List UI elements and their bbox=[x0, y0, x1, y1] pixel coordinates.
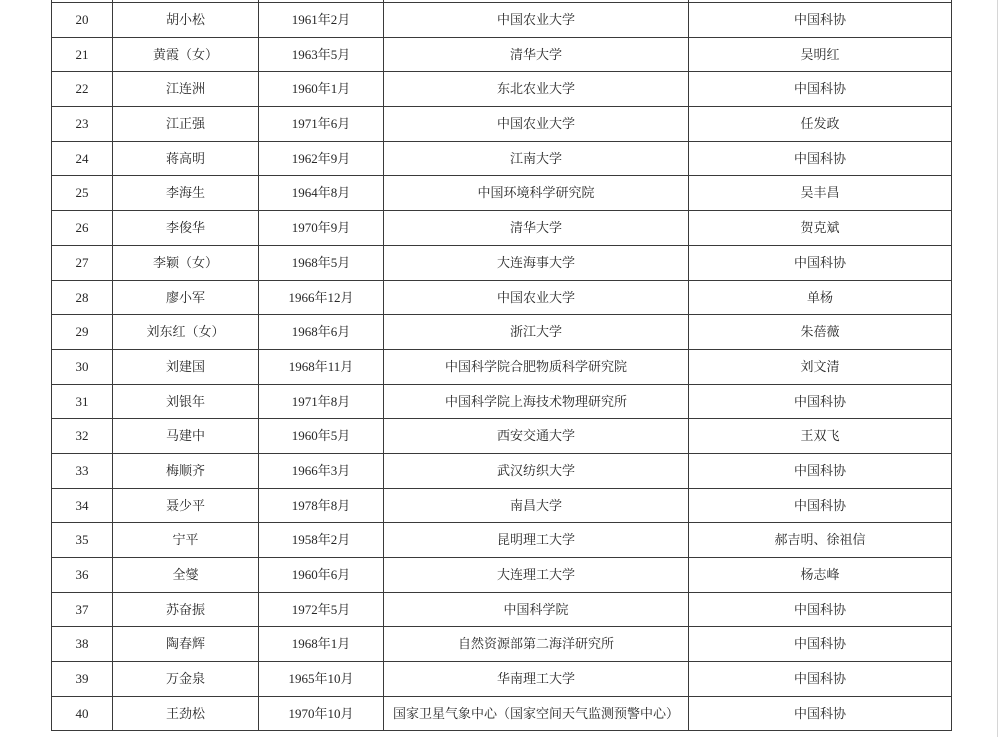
cell-birth-date: 1960年6月 bbox=[259, 558, 384, 593]
cell-recommender: 杨志峰 bbox=[689, 558, 952, 593]
cell-birth-date: 1960年1月 bbox=[259, 72, 384, 107]
cell-institution: 中国农业大学 bbox=[384, 280, 689, 315]
cell-recommender: 王双飞 bbox=[689, 419, 952, 454]
cell-name: 宁平 bbox=[113, 523, 259, 558]
cell-birth-date: 1964年8月 bbox=[259, 176, 384, 211]
cell-recommender: 吴明红 bbox=[689, 37, 952, 72]
cell-institution: 东北农业大学 bbox=[384, 72, 689, 107]
cell-recommender: 中国科协 bbox=[689, 72, 952, 107]
cell-name: 胡小松 bbox=[113, 3, 259, 38]
cell-recommender: 中国科协 bbox=[689, 245, 952, 280]
cell-name: 李颖（女） bbox=[113, 245, 259, 280]
cell-name: 苏奋振 bbox=[113, 592, 259, 627]
cell-recommender: 中国科协 bbox=[689, 592, 952, 627]
cell-name: 全燮 bbox=[113, 558, 259, 593]
cell-number: 38 bbox=[52, 627, 113, 662]
table-row bbox=[52, 419, 952, 454]
cell-number: 36 bbox=[52, 558, 113, 593]
cell-institution: 中国科学院上海技术物理研究所 bbox=[384, 384, 689, 419]
table-row bbox=[52, 627, 952, 662]
cell-birth-date: 1968年1月 bbox=[259, 627, 384, 662]
cell-institution: 南昌大学 bbox=[384, 488, 689, 523]
table-row bbox=[52, 141, 952, 176]
cell-birth-date: 1970年9月 bbox=[259, 211, 384, 246]
cell-birth-date: 1963年5月 bbox=[259, 37, 384, 72]
cell-recommender: 中国科协 bbox=[689, 453, 952, 488]
table-row bbox=[52, 384, 952, 419]
cell-recommender: 朱蓓薇 bbox=[689, 315, 952, 350]
cell-name: 刘银年 bbox=[113, 384, 259, 419]
cell-name: 陶春辉 bbox=[113, 627, 259, 662]
cell-recommender: 吴丰昌 bbox=[689, 176, 952, 211]
cell-name: 江连洲 bbox=[113, 72, 259, 107]
cell-birth-date: 1966年3月 bbox=[259, 453, 384, 488]
table-row bbox=[52, 211, 952, 246]
table-row bbox=[52, 488, 952, 523]
cell-recommender: 中国科协 bbox=[689, 662, 952, 697]
candidates-table bbox=[51, 0, 952, 731]
cell-number: 37 bbox=[52, 592, 113, 627]
cell-institution: 自然资源部第二海洋研究所 bbox=[384, 627, 689, 662]
cell-number: 34 bbox=[52, 488, 113, 523]
cell-recommender: 中国科协 bbox=[689, 488, 952, 523]
cell-institution: 清华大学 bbox=[384, 211, 689, 246]
page-edge-divider bbox=[997, 0, 998, 737]
cell-name: 黄霞（女） bbox=[113, 37, 259, 72]
table-row bbox=[52, 453, 952, 488]
cell-recommender: 中国科协 bbox=[689, 384, 952, 419]
cell-number: 26 bbox=[52, 211, 113, 246]
cell-birth-date: 1971年8月 bbox=[259, 384, 384, 419]
cell-name: 李海生 bbox=[113, 176, 259, 211]
table-row bbox=[52, 176, 952, 211]
cell-number: 25 bbox=[52, 176, 113, 211]
cell-name: 聂少平 bbox=[113, 488, 259, 523]
cell-number: 35 bbox=[52, 523, 113, 558]
cell-number: 22 bbox=[52, 72, 113, 107]
cell-recommender: 郝吉明、徐祖信 bbox=[689, 523, 952, 558]
cell-name: 刘东红（女） bbox=[113, 315, 259, 350]
cell-institution: 大连理工大学 bbox=[384, 558, 689, 593]
table-row bbox=[52, 349, 952, 384]
cell-number: 30 bbox=[52, 349, 113, 384]
table-row bbox=[52, 280, 952, 315]
cell-recommender: 单杨 bbox=[689, 280, 952, 315]
table-row bbox=[52, 696, 952, 731]
cell-birth-date: 1960年5月 bbox=[259, 419, 384, 454]
cell-recommender: 中国科协 bbox=[689, 627, 952, 662]
cell-number: 33 bbox=[52, 453, 113, 488]
cell-number: 39 bbox=[52, 662, 113, 697]
cell-birth-date: 1962年9月 bbox=[259, 141, 384, 176]
cell-institution: 中国科学院 bbox=[384, 592, 689, 627]
cell-institution: 中国环境科学研究院 bbox=[384, 176, 689, 211]
cell-recommender: 贺克斌 bbox=[689, 211, 952, 246]
table-row bbox=[52, 558, 952, 593]
table-row bbox=[52, 245, 952, 280]
cell-birth-date: 1961年2月 bbox=[259, 3, 384, 38]
cell-name: 蒋高明 bbox=[113, 141, 259, 176]
table-row bbox=[52, 72, 952, 107]
cell-name: 刘建国 bbox=[113, 349, 259, 384]
cell-birth-date: 1966年12月 bbox=[259, 280, 384, 315]
cell-institution: 清华大学 bbox=[384, 37, 689, 72]
cell-institution: 中国农业大学 bbox=[384, 3, 689, 38]
cell-number: 32 bbox=[52, 419, 113, 454]
table-row bbox=[52, 107, 952, 142]
table-row bbox=[52, 3, 952, 38]
cell-number: 31 bbox=[52, 384, 113, 419]
cell-institution: 浙江大学 bbox=[384, 315, 689, 350]
cell-recommender: 中国科协 bbox=[689, 141, 952, 176]
cell-name: 廖小军 bbox=[113, 280, 259, 315]
cell-birth-date: 1968年5月 bbox=[259, 245, 384, 280]
cell-recommender: 中国科协 bbox=[689, 3, 952, 38]
cell-institution: 昆明理工大学 bbox=[384, 523, 689, 558]
cell-institution: 华南理工大学 bbox=[384, 662, 689, 697]
cell-number: 24 bbox=[52, 141, 113, 176]
cell-birth-date: 1978年8月 bbox=[259, 488, 384, 523]
cell-name: 梅顺齐 bbox=[113, 453, 259, 488]
cell-name: 江正强 bbox=[113, 107, 259, 142]
cell-number: 21 bbox=[52, 37, 113, 72]
cell-institution: 武汉纺织大学 bbox=[384, 453, 689, 488]
table-row bbox=[52, 37, 952, 72]
table-row bbox=[52, 523, 952, 558]
cell-number: 20 bbox=[52, 3, 113, 38]
cell-number: 40 bbox=[52, 696, 113, 731]
cell-institution: 江南大学 bbox=[384, 141, 689, 176]
cell-institution: 中国科学院合肥物质科学研究院 bbox=[384, 349, 689, 384]
cell-institution: 西安交通大学 bbox=[384, 419, 689, 454]
cell-name: 万金泉 bbox=[113, 662, 259, 697]
cell-birth-date: 1958年2月 bbox=[259, 523, 384, 558]
cell-name: 王劲松 bbox=[113, 696, 259, 731]
cell-birth-date: 1972年5月 bbox=[259, 592, 384, 627]
cell-birth-date: 1965年10月 bbox=[259, 662, 384, 697]
table-body bbox=[52, 0, 952, 731]
cell-recommender: 任发政 bbox=[689, 107, 952, 142]
cell-number: 23 bbox=[52, 107, 113, 142]
cell-birth-date: 1968年11月 bbox=[259, 349, 384, 384]
cell-recommender: 中国科协 bbox=[689, 696, 952, 731]
cell-number: 28 bbox=[52, 280, 113, 315]
table-row bbox=[52, 662, 952, 697]
cell-name: 马建中 bbox=[113, 419, 259, 454]
cell-birth-date: 1971年6月 bbox=[259, 107, 384, 142]
table-row bbox=[52, 315, 952, 350]
cell-number: 29 bbox=[52, 315, 113, 350]
table-row bbox=[52, 592, 952, 627]
cell-institution: 中国农业大学 bbox=[384, 107, 689, 142]
cell-recommender: 刘文清 bbox=[689, 349, 952, 384]
cell-institution: 大连海事大学 bbox=[384, 245, 689, 280]
cell-birth-date: 1970年10月 bbox=[259, 696, 384, 731]
cell-name: 李俊华 bbox=[113, 211, 259, 246]
cell-number: 27 bbox=[52, 245, 113, 280]
cell-birth-date: 1968年6月 bbox=[259, 315, 384, 350]
cell-institution: 国家卫星气象中心（国家空间天气监测预警中心） bbox=[384, 696, 689, 731]
